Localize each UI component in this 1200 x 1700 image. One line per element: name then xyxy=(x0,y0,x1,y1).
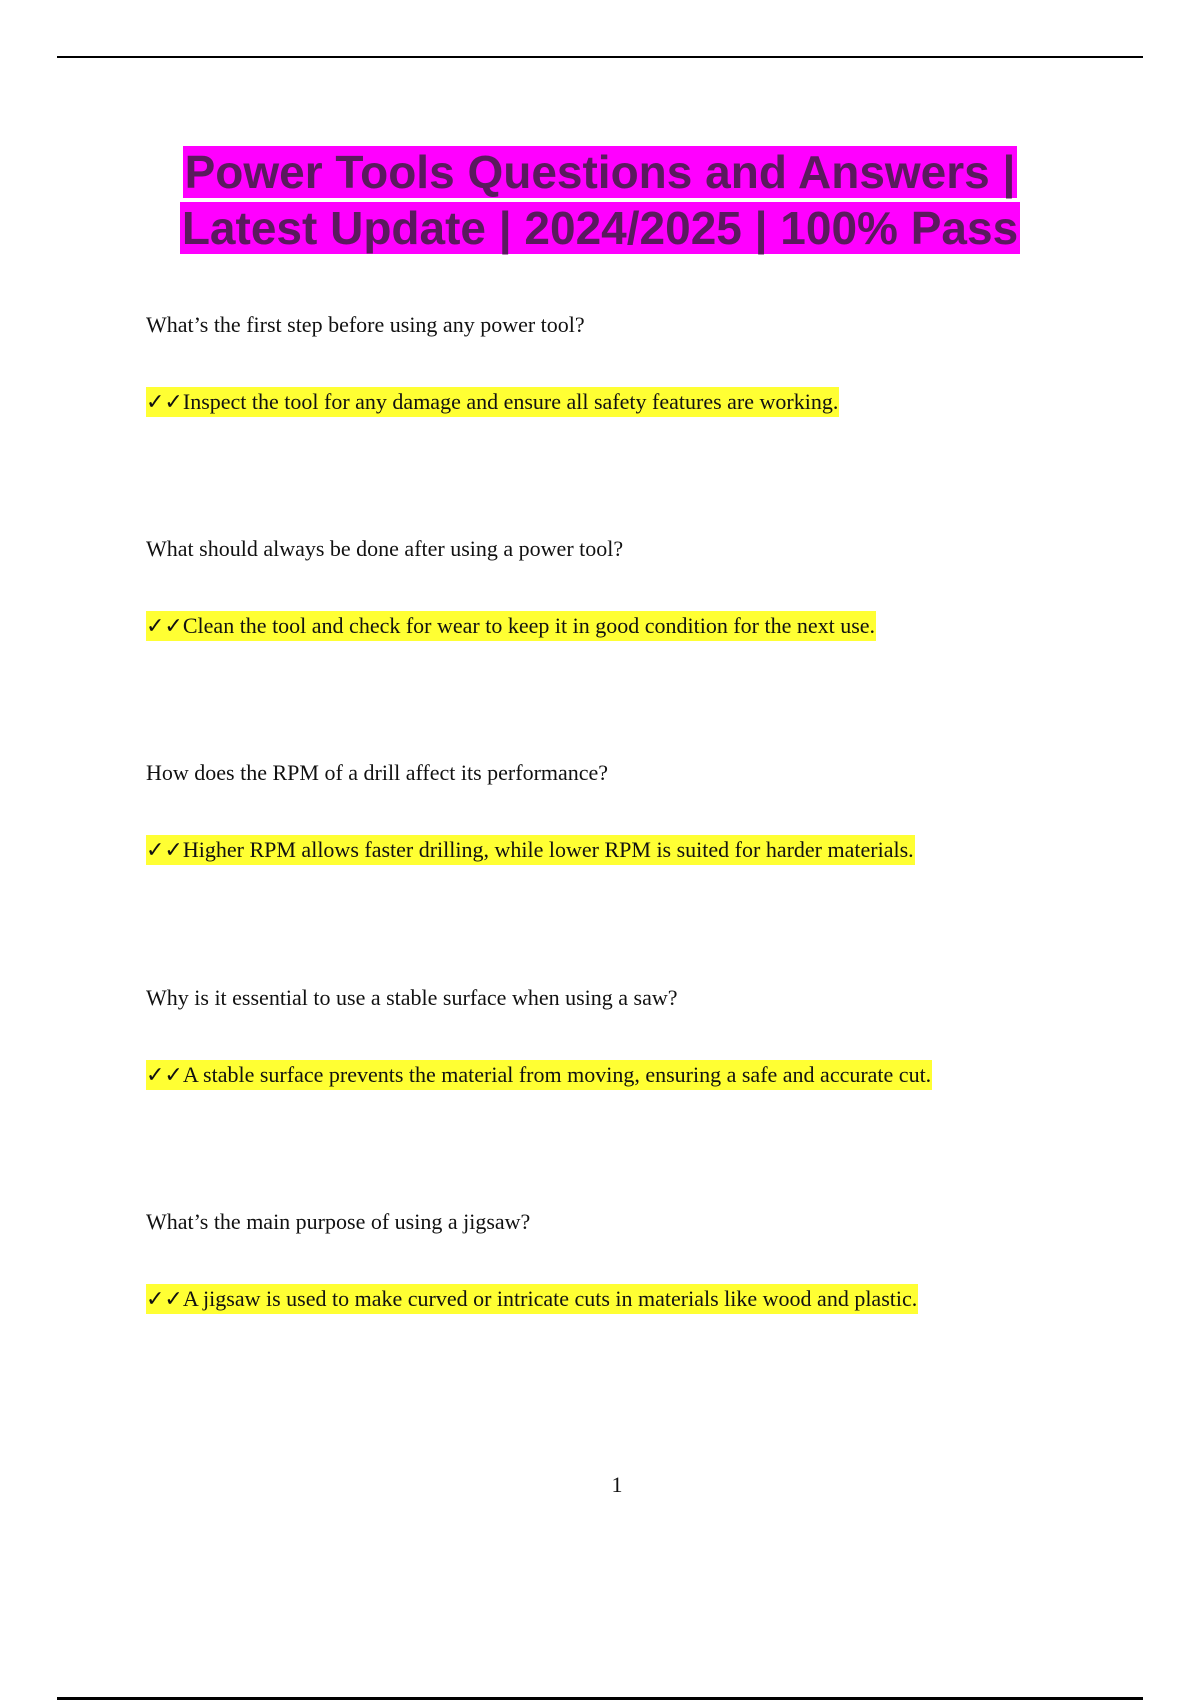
answer-line xyxy=(146,612,1086,641)
check-icon: ✓✓ xyxy=(146,1063,183,1088)
answer-highlight xyxy=(146,611,876,641)
page-number: 1 xyxy=(611,1472,623,1497)
qa-item-2 xyxy=(146,535,1086,641)
document-title: Power Tools Questions and Answers | Latest Update | 2024/2025 | 100% Pass xyxy=(181,146,1019,254)
answer-highlight xyxy=(146,1284,918,1314)
answer-highlight xyxy=(146,835,915,865)
answer-text: A jigsaw is used to make curved or intricate cuts in materials like wood and plastic. xyxy=(182,1286,918,1311)
check-icon: ✓✓ xyxy=(146,614,183,639)
question-text: How does the RPM of a drill affect its performance? xyxy=(146,760,609,785)
qa-item-3 xyxy=(146,759,1086,865)
title-container xyxy=(0,144,1200,256)
answer-highlight xyxy=(146,1060,932,1090)
answer-text: A stable surface prevents the material from moving, ensuring a safe and accurate cut. xyxy=(182,1062,932,1087)
question-text: What should always be done after using a power tool? xyxy=(146,536,624,561)
answer-text: Higher RPM allows faster drilling, while lower RPM is suited for harder materials. xyxy=(182,837,914,862)
question-text: What’s the main purpose of using a jigsaw? xyxy=(146,1209,531,1234)
answer-line xyxy=(146,836,1086,865)
qa-item-5 xyxy=(146,1208,1086,1314)
question-text: What’s the first step before using any power tool? xyxy=(146,312,585,337)
answer-text: Clean the tool and check for wear to keep it in good condition for the next use. xyxy=(182,613,876,638)
qa-item-1 xyxy=(146,311,1086,417)
answer-highlight xyxy=(146,387,839,417)
question-text: Why is it essential to use a stable surface when using a saw? xyxy=(146,985,678,1010)
top-rule xyxy=(57,56,1143,58)
check-icon: ✓✓ xyxy=(146,1287,183,1312)
check-icon: ✓✓ xyxy=(146,838,183,863)
answer-line xyxy=(146,1285,1086,1314)
answer-line xyxy=(146,388,1086,417)
qa-item-4 xyxy=(146,984,1086,1090)
answer-line xyxy=(146,1061,1086,1090)
check-icon: ✓✓ xyxy=(146,390,183,415)
answer-text: Inspect the tool for any damage and ensure all safety features are working. xyxy=(182,389,839,414)
